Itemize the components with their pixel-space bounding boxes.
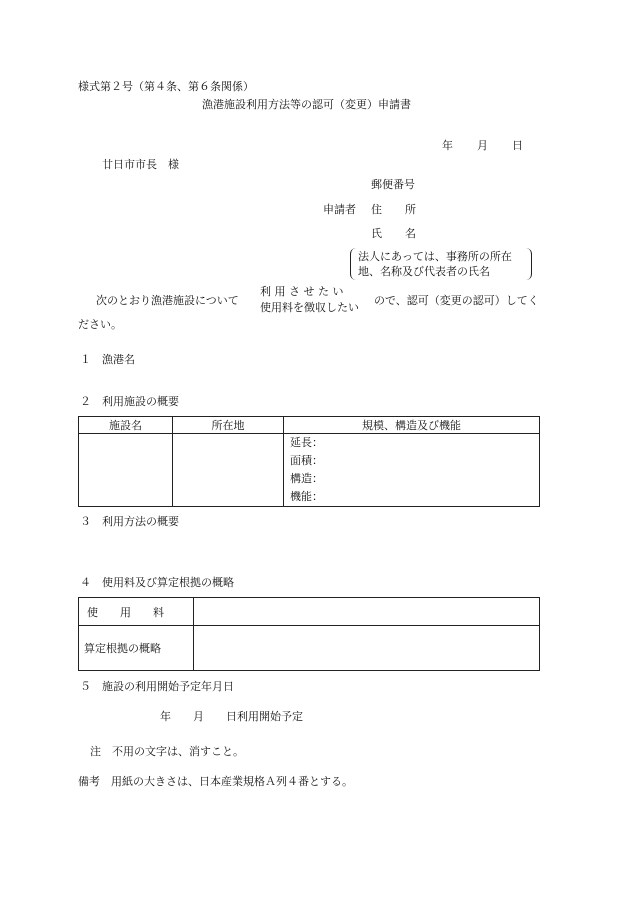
- applicant-label: 申請者: [323, 203, 356, 216]
- facility-spec-header: 規模、構造及び機能: [284, 417, 540, 434]
- date-day-label: 日: [512, 139, 523, 152]
- function-field: 機能：: [290, 490, 323, 503]
- address-label-2: 所: [405, 203, 416, 216]
- area-field: 面積：: [290, 454, 323, 467]
- addressee: 廿日市市長 様: [102, 158, 179, 171]
- length-field: 延長：: [290, 436, 323, 449]
- date-year-label: 年: [442, 139, 453, 152]
- name-label: 氏: [371, 227, 382, 240]
- body-option-2: 使用料を徴収したい: [260, 301, 359, 314]
- fee-value-cell[interactable]: [194, 598, 540, 626]
- facility-table: [78, 416, 540, 507]
- facility-name-header: 施設名: [79, 417, 173, 434]
- facility-name-cell[interactable]: [79, 434, 173, 507]
- fee-table: [78, 597, 540, 671]
- facility-spec-cell[interactable]: [284, 434, 540, 507]
- note-text: 注 不用の文字は、消すこと。: [90, 745, 244, 758]
- corporation-note-line2: 地、名称及び代表者の氏名: [358, 265, 490, 278]
- start-date-line: 年 月 日利用開始予定: [160, 710, 303, 723]
- section-3-heading: ３ 利用方法の概要: [80, 515, 179, 528]
- address-label: 住: [371, 203, 382, 216]
- body-option-1: 利 用 さ せ た い: [260, 285, 344, 298]
- section-2-heading: ２ 利用施設の概要: [80, 395, 179, 408]
- section-5-heading: ５ 施設の利用開始予定年月日: [80, 680, 234, 693]
- date-month-label: 月: [477, 139, 488, 152]
- facility-location-cell[interactable]: [173, 434, 284, 507]
- document-title: 漁港施設利用方法等の認可（変更）申請書: [202, 98, 411, 111]
- facility-location-header: 所在地: [173, 417, 284, 434]
- body-text-suffix: ので、認可（変更の認可）してく: [374, 294, 539, 307]
- remark-text: 備考 用紙の大きさは、日本産業規格Ａ列４番とする。: [78, 775, 353, 788]
- form-number: 様式第２号（第４条、第６条関係）: [78, 80, 254, 93]
- postal-code-label: 郵便番号: [371, 178, 415, 191]
- name-label-2: 名: [405, 227, 416, 240]
- basis-label: 算定根拠の概略: [79, 626, 194, 671]
- fee-label: 使 用 料: [79, 598, 194, 626]
- body-text-continuation: ださい。: [78, 318, 122, 331]
- body-text-prefix: 次のとおり漁港施設について: [96, 294, 239, 307]
- section-4-heading: ４ 使用料及び算定根拠の概略: [80, 576, 234, 589]
- basis-value-cell[interactable]: [194, 626, 540, 671]
- section-1-heading: １ 漁港名: [80, 353, 135, 366]
- corporation-note-line1: 法人にあっては、事務所の所在: [358, 250, 512, 263]
- structure-field: 構造：: [290, 472, 323, 485]
